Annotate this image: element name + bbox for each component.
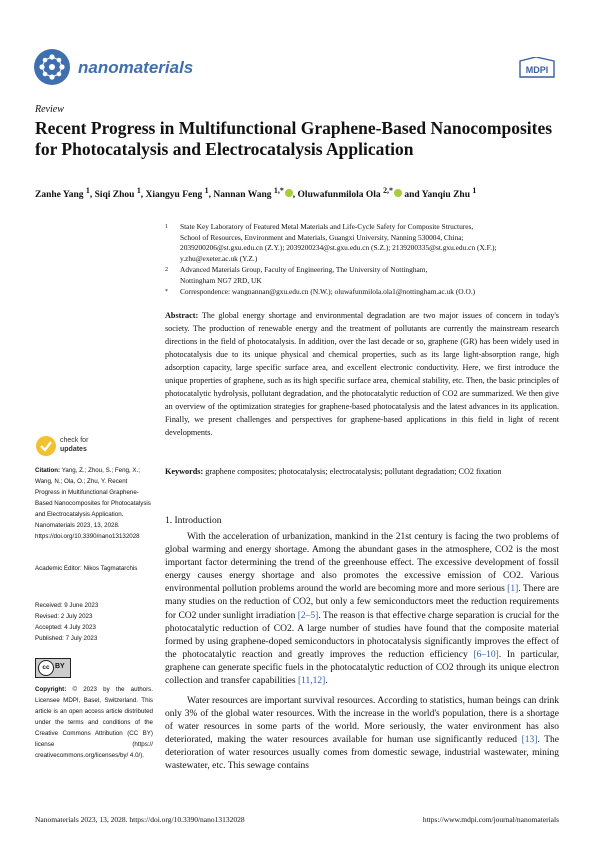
footer-citation: Nanomaterials 2023, 13, 2028. https://doi.org/10.3390/nano13132028: [35, 815, 245, 824]
paper-page: nanomaterials MDPI Review Recent Progress in Multifunctional Graphene-Based Nanocomposites for Photocatalysis and Electrocatalysis Application Zanhe Yang $^1$, Siqi Zhou $^1$, Xiangyu Feng $^1$, Nannan Wang $^{1,*}$ , Oluwafunmilola Ola $^{2,*}$ and Yanqiu Zhu $^1$ 1 State Key Laboratory of Featured Metal Materials and Life-Cycle Safety for Composite Structures, School of Resources, Environment and Materials, Guangxi University, Nanning 530004, China; 2039200206@st.gxu.edu.cn (Z.Y.); 2039200234@st.gxu.edu.cn (S.Z.); 2139200335@st.gxu.edu.cn (X.F.); y.zhu@exeter.ac.uk (Y.Z.) 2 Advanced Materials Group, Faculty of Engineering, The University of Nottingham, Nottingham NG7 2RD, UK * Correspondence: wangnannan@gxu.edu.cn (N.W.); oluwafunmilola.ola1@nottingham.ac.uk (O.O.) Abstract: The global energy shortage and environmental degradation are two major issues of concern in today's society. The production of renewable energy and the treatment of pollutants are currently the mainstream research directions in the field of photocatalysis. In addition, over the last decade or so, graphene (GR) has been widely used in photocatalysis due to its unique physical and chemical properties, such as its large light-absorption range, high adsorption capacity, large specific surface area, and excellent electronic conductivity. Here, we first introduce the unique properties of graphene, such as its high specific surface area, chemical stability, etc. Then, the basic principles of photocatalytic hydrolysis, pollutant degradation, and the photocatalytic reduction of CO2 are summarized. We then give an overview of the optimization strategies for graphene-based photocatalysis and the latest advances in its application. Finally, we present challenges and perspectives for graphene-based applications in this field in light of recent developments. Keywords: graphene composites; photocatalysis; electrocatalysis; pollutant degradation; CO2 fixation check for updates Citation: Yang, Z.; Zhou, S.; Feng, X.; Wang, N.; Ola, O.; Zhu, Y. Recent Progress in Multifunctional Graphene-Based Nanocomposites for Photocatalysis and Electrocatalysis Application. Nanomaterials 2023, 13, 2028. https://doi.org/10.3390/nano13132028 Academic Editor: Nikos Tagmatarchis Received: 9 June 2023 Revised: 2 July 2023 Accepted: 4 July 2023 Published: 7 July 2023 cc BY Copyright: © 2023 by the authors. Licensee MDPI, Basel, Switzerland. This article is an open access article distributed under the terms and conditions of the Creative Commons Attribution (CC BY) license (https:// creativecommons.org/licenses/by/ 4.0/). 1. Introduction With the acceleration of urbanization, mankind in the 21st century is facing the two problems of global warming and energy shortage. Among the abundant gases in the atmosphere, CO2 is the most important factor determining the trend of the greenhouse effect. The excessive development of fossil energy causes energy shortage and also promotes the excessive emission of CO2. Various environmental pollution problems around the world are becoming more and more serious [1]. There are many studies on the reduction of CO2, but only a few semiconductors meet the reduction requirements for CO2 under sunlight irradiation [2–5]. The reason is that effective charge separation is crucial for the photocatalytic reduction of CO2. A large number of studies have found that the composite material formed by using graphene-doped semiconductors in photocatalysis significantly improves the effect of the photocatalytic reaction and greatly improves the reduction efficiency [6–10]. In particular, graphene can generate specific fuels in the photocatalytic reduction of CO2 through its unique electron collection and transfer capabilities [11,12]. Water resources are important survival resources. According to statistics, human beings can drink only 3% of the global water resources. With the increase in the world's population, there is a shortage of water resources in some parts of the world. More seriously, the water environment has also deteriorated, making the water resources available for human use significantly reduced [13]. The deterioration of water resources usually comes from domestic sewage, industrial wastewater, mining wastewater, etc. This sewage contains Nanomaterials 2023, 13, 2028. https://doi.org/10.3390/nano13132028 https://www.mdpi.com/journal/nanomaterials: [0, 0, 595, 842]
mdpi-logo-icon: [516, 57, 558, 79]
citation-link[interactable]: [13]: [521, 735, 538, 746]
check-updates-icon: [35, 435, 57, 457]
check-for-updates-button[interactable]: check for updates: [35, 433, 115, 461]
author-yang: Zanhe Yang $^1$: [35, 186, 90, 201]
section-heading: 1. Introduction: [165, 516, 222, 526]
citation-link[interactable]: [2–5]: [297, 610, 319, 621]
academic-editor: Academic Editor: Nikos Tagmatarchis: [35, 565, 138, 572]
author-zhou: Siqi Zhou $^1$: [94, 186, 141, 201]
abstract: [165, 309, 559, 439]
citation-block: Citation: Yang, Z.; Zhou, S.; Feng, X.; Wang, N.; Ola, O.; Zhu, Y. Recent Progress in Multifunctional Graphene-Based Nanocomposites for Photocatalysis and Electrocatalysis Application. Nanomaterials 2023, 13, 2028. https://doi.org/10.3390/nano13132028: [35, 467, 151, 540]
keywords-text: graphene composites; photocatalysis; electrocatalysis; pollutant degradation; CO2 fixation: [205, 467, 502, 476]
orcid-icon[interactable]: [394, 189, 402, 197]
cc-by-license-icon[interactable]: cc BY: [35, 658, 71, 678]
abstract-label: Abstract:: [165, 311, 199, 320]
article-type: Review: [35, 104, 64, 115]
paper-title: Recent Progress in Multifunctional Graphene-Based Nanocomposites for Photocatalysis and Electrocatalysis Application: [35, 118, 553, 159]
publication-dates: Received: 9 June 2023 Revised: 2 July 2023 Accepted: 4 July 2023 Published: 7 July 2023: [35, 602, 99, 642]
author-ola: Oluwafunmilola Ola $^{2,*}$: [298, 190, 402, 200]
journal-logo-icon: [33, 48, 71, 86]
citation-link[interactable]: [6–10]: [473, 649, 499, 660]
body-paragraph-1: With the acceleration of urbanization, mankind in the 21st century is facing the two problems of global warming and energy shortage. Among the abundant gases in the atmosphere, CO2 is the most important factor determining the trend of the greenhouse effect. The excessive development of fossil energy causes energy shortage and also promotes the excessive emission of CO2. Various environmental pollution problems around the world are becoming more and more serious [1]. There are many studies on the reduction of CO2, but only a few semiconductors meet the reduction requirements for CO2 under sunlight irradiation [2–5]. The reason is that effective charge separation is crucial for the photocatalytic reduction of CO2. A large number of studies have found that the composite material formed by using graphene-doped semiconductors in photocatalysis significantly improves the effect of the photocatalytic reaction and greatly improves the reduction efficiency [6–10]. In particular, graphene can generate specific fuels in the photocatalytic reduction of CO2 through its unique electron collection and transfer capabilities [11,12].: [165, 532, 559, 687]
keywords: [165, 465, 559, 478]
author-zhu: Yanqiu Zhu $^1$: [421, 186, 477, 201]
copyright-block: Copyright: © 2023 by the authors. Licensee MDPI, Basel, Switzerland. This article is an open access article distributed under the terms and conditions of the Creative Commons Attribution (CC BY) license (https:// creativecommons.org/licenses/by/ 4.0/).: [35, 686, 153, 759]
author-list: Zanhe Yang $^1$, Siqi Zhou $^1$, Xiangyu Feng $^1$, Nannan Wang $^{1,*}$ , Oluwafunmilola Ola $^{2,*}$ and Yanqiu Zhu $^1$: [35, 186, 477, 201]
author-wang: Nannan Wang $^{1,*}$: [213, 190, 292, 200]
author-feng: Xiangyu Feng $^1$: [145, 186, 209, 201]
citation-link[interactable]: [11,12]: [297, 676, 326, 687]
body-paragraph-2: Water resources are important survival resources. According to statistics, human beings can drink only 3% of the global water resources. With the increase in the world's population, there is a shortage of water resources in some parts of the world. More seriously, the water environment has also deteriorated, making the water resources available for human use significantly reduced [13]. The deterioration of water resources usually comes from domestic sewage, industrial wastewater, mining wastewater, etc. This sewage contains: [165, 696, 559, 772]
abstract-text: The global energy shortage and environmental degradation are two major issues of concern in today's society. The production of renewable energy and the treatment of pollutants are currently the mainstream research directions in the field of photocatalysis. In addition, over the last decade or so, graphene (GR) has been widely used in photocatalysis due to its unique physical and chemical properties, such as its large light-absorption range, high adsorption capacity, large specific surface area, and excellent electronic conductivity. Here, we first introduce the unique properties of graphene, such as its high specific surface area, chemical stability, etc. Then, the basic principles of photocatalytic hydrolysis, pollutant degradation, and the photocatalytic reduction of CO2 are summarized. We then give an overview of the optimization strategies for graphene-based photocatalysis and the latest advances in its application. Finally, we present challenges and perspectives for graphene-based applications in this field in light of recent developments.: [165, 311, 559, 437]
journal-name: nanomaterials: [78, 58, 194, 77]
citation-link[interactable]: [1]: [507, 584, 519, 595]
orcid-icon[interactable]: [285, 189, 293, 197]
footer-journal-url[interactable]: https://www.mdpi.com/journal/nanomaterials: [422, 815, 559, 824]
keywords-label: Keywords:: [165, 467, 204, 476]
svg-text:MDPI: MDPI: [525, 65, 549, 75]
